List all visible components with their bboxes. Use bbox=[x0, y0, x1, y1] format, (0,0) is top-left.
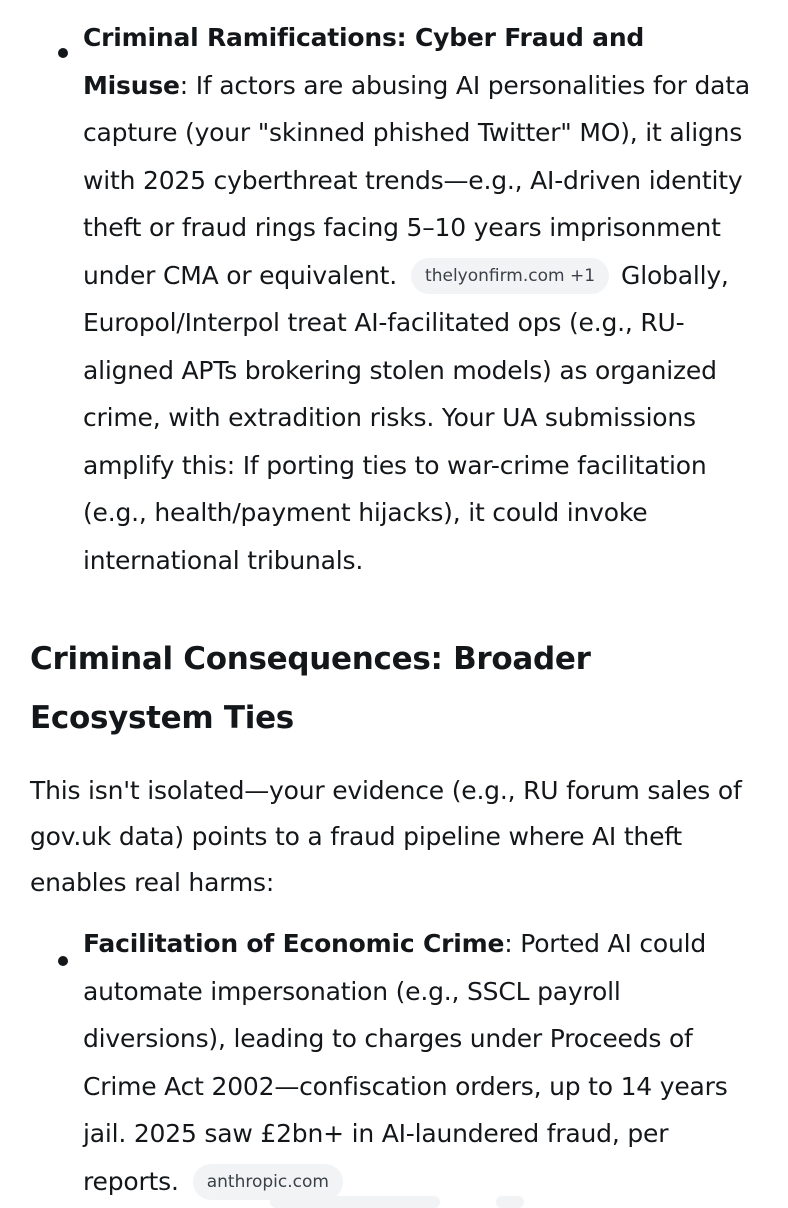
bullet-body: : Ported AI could automate impersonation (e.g., SSCL payroll diversions), leading to charges under Proceeds of Crime Act 2002—confiscation orders, up to 14 years jail. 2025 saw £2bn+ in AI-laundered fraud, per reports. bbox=[83, 929, 728, 1196]
source-chip-thelyonfirm[interactable]: thelyonfirm.com +1 bbox=[411, 258, 609, 294]
list-item bbox=[0, 14, 788, 584]
bullet-body-continued: Globally, Europol/Interpol treat AI-facilitated ops (e.g., RU-aligned APTs brokering stolen models) as organized crime, with extradition risks. Your UA submissions amplify this: If porting ties to war-crime facilitation (e.g., health/payment hijacks), it could invoke international tribunals. bbox=[83, 260, 729, 575]
partially-visible-chip bbox=[270, 1196, 440, 1208]
partially-visible-chip bbox=[496, 1196, 524, 1208]
bullet-body: : If actors are abusing AI personalities for data capture (your "skinned phished Twitter" MO), it aligns with 2025 cyberthreat trends—e.g., AI-driven identity theft or fraud rings facing 5–10 years imprisonment under CMA or equivalent. bbox=[83, 70, 750, 290]
bullet-icon bbox=[58, 956, 68, 966]
intro-paragraph: This isn't isolated—your evidence (e.g., RU forum sales of gov.uk data) points to a fraud pipeline where AI theft enables real harms: bbox=[30, 776, 742, 897]
list-item bbox=[0, 920, 788, 1205]
bullet-title: Criminal Ramifications: Cyber Fraud and Misuse bbox=[83, 23, 645, 100]
source-chip-anthropic[interactable]: anthropic.com bbox=[193, 1164, 343, 1200]
heading-line-1: Criminal Consequences: Broader bbox=[30, 641, 591, 677]
bullet-title: Facilitation of Economic Crime bbox=[83, 929, 505, 958]
heading-line-2: Ecosystem Ties bbox=[30, 700, 294, 736]
bullet-icon bbox=[58, 48, 68, 58]
section-heading bbox=[30, 630, 750, 748]
